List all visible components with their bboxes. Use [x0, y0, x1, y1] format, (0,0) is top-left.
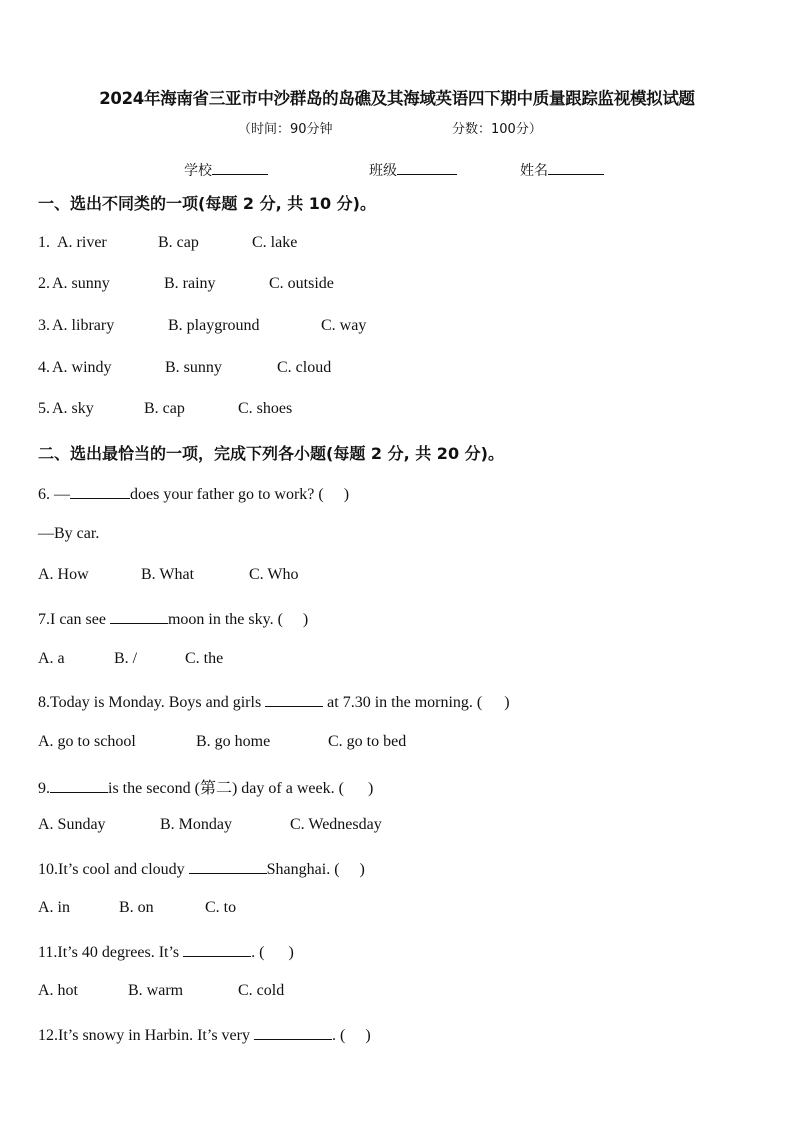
option-c[interactable]: C. outside — [269, 275, 334, 292]
option-c[interactable]: C. go to bed — [328, 733, 407, 750]
answer-blank[interactable] — [50, 777, 108, 793]
option-c[interactable]: C. cold — [238, 982, 285, 999]
answer-line: —By car. — [38, 525, 100, 542]
question-12 — [38, 1024, 371, 1045]
name-blank[interactable] — [548, 160, 604, 175]
question-4 — [38, 359, 332, 377]
question-stem: 12.It’s snowy in Harbin. It’s very — [38, 1027, 254, 1044]
answer-blank[interactable] — [189, 858, 267, 874]
question-3 — [38, 317, 367, 335]
answer-blank[interactable] — [70, 483, 130, 499]
option-b[interactable]: B. What — [141, 566, 195, 583]
option-b[interactable]: B. cap — [158, 234, 199, 251]
question-stem-tail: Shanghai. ( — [266, 861, 340, 878]
option-a[interactable]: A. go to school — [38, 733, 136, 750]
bracket-close: ) — [367, 780, 374, 797]
option-a[interactable]: A. sky — [52, 400, 94, 417]
exam-time: （时间：90分钟 — [238, 122, 333, 137]
question-stem: 10.It’s cool and cloudy — [38, 861, 189, 878]
option-b[interactable]: B. sunny — [165, 359, 222, 376]
section-2-heading: 二、选出最恰当的一项，完成下列各小题(每题 2 分, 共 20 分)。 — [38, 444, 504, 463]
question-stem-tail: is the second (第二) day of a week. ( — [108, 780, 344, 797]
option-c[interactable]: C. Wednesday — [290, 816, 382, 833]
question-11 — [38, 941, 294, 962]
question-2 — [38, 275, 334, 293]
bracket-close: ) — [302, 611, 309, 628]
class-label: 班级 — [369, 163, 397, 179]
class-field[interactable] — [369, 160, 457, 180]
question-stem-tail: at 7.30 in the morning. ( — [323, 694, 483, 711]
question-stem: 9. — [38, 780, 50, 797]
option-b[interactable]: B. on — [119, 899, 154, 916]
question-stem: 11.It’s 40 degrees. It’s — [38, 944, 184, 961]
answer-blank[interactable] — [254, 1024, 332, 1040]
bracket-close: ) — [359, 861, 365, 878]
option-b[interactable]: B. / — [114, 650, 138, 667]
option-b[interactable]: B. warm — [128, 982, 184, 999]
question-stem: 8.Today is Monday. Boys and girls — [38, 694, 266, 711]
question-number: 5. — [38, 400, 50, 417]
question-5 — [38, 400, 293, 418]
question-number: 1. — [38, 234, 50, 251]
section-1-heading: 一、选出不同类的一项(每题 2 分, 共 10 分)。 — [38, 194, 376, 213]
option-c[interactable]: C. shoes — [238, 400, 293, 417]
question-stem-tail: . ( — [251, 944, 265, 961]
option-c[interactable]: C. lake — [252, 234, 298, 251]
question-stem-tail: . ( — [331, 1027, 346, 1044]
option-b[interactable]: B. playground — [168, 317, 260, 334]
option-a[interactable]: A. Sunday — [38, 816, 106, 833]
school-blank[interactable] — [212, 160, 268, 175]
class-blank[interactable] — [397, 160, 457, 175]
bracket-close: ) — [343, 486, 350, 503]
option-b[interactable]: B. Monday — [160, 816, 232, 833]
option-b[interactable]: B. cap — [144, 400, 185, 417]
school-field[interactable] — [184, 160, 268, 180]
question-number: 3. — [38, 317, 50, 334]
question-8 — [38, 691, 510, 712]
option-a[interactable]: A. in — [38, 899, 70, 916]
option-c[interactable]: C. to — [205, 899, 237, 916]
bracket-close: ) — [288, 944, 294, 961]
question-stem: 6. — — [38, 486, 70, 503]
question-1 — [38, 234, 298, 252]
question-7 — [38, 608, 308, 629]
question-stem-tail: moon in the sky. ( — [167, 611, 283, 628]
option-a[interactable]: A. river — [57, 234, 107, 251]
question-stem-tail: does your father go to work? ( — [130, 486, 324, 503]
answer-blank[interactable] — [265, 691, 323, 707]
option-c[interactable]: C. cloud — [277, 359, 332, 376]
option-c[interactable]: C. way — [321, 317, 367, 334]
question-9 — [38, 775, 373, 798]
option-b[interactable]: B. go home — [196, 733, 271, 750]
exam-score: 分数：100分） — [452, 122, 542, 137]
bracket-close: ) — [504, 694, 510, 711]
answer-blank[interactable] — [110, 608, 168, 624]
option-c[interactable]: C. Who — [249, 566, 299, 583]
name-field[interactable] — [520, 160, 604, 180]
question-number: 4. — [38, 359, 50, 376]
question-10 — [38, 858, 365, 879]
option-c[interactable]: C. the — [185, 650, 224, 667]
answer-blank[interactable] — [183, 941, 251, 957]
option-a[interactable]: A. sunny — [52, 275, 110, 292]
option-a[interactable]: A. hot — [38, 982, 78, 999]
question-number: 2. — [38, 275, 50, 292]
option-a[interactable]: A. How — [38, 566, 89, 583]
option-a[interactable]: A. windy — [52, 359, 112, 376]
bracket-close: ) — [365, 1027, 371, 1044]
question-6 — [38, 483, 349, 504]
school-label: 学校 — [184, 163, 212, 179]
exam-title: 2024年海南省三亚市中沙群岛的岛礁及其海域英语四下期中质量跟踪监视模拟试题 — [99, 89, 695, 108]
option-b[interactable]: B. rainy — [164, 275, 216, 292]
option-a[interactable]: A. a — [38, 650, 65, 667]
name-label: 姓名 — [520, 163, 548, 179]
option-a[interactable]: A. library — [52, 317, 115, 334]
question-stem: 7.I can see — [38, 611, 110, 628]
